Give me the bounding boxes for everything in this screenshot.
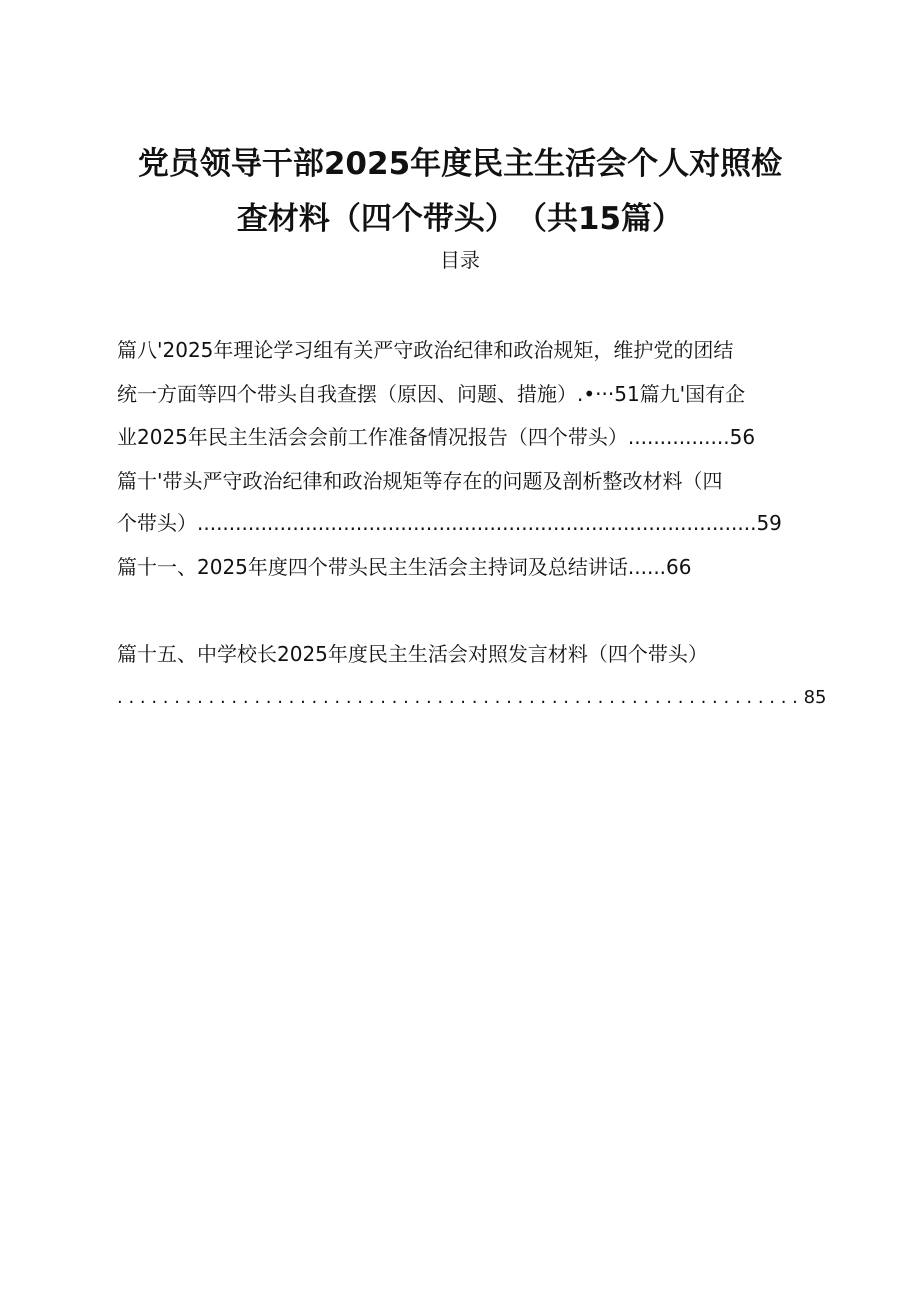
- toc-entry-line: 个带头）........................................................................................59: [117, 511, 782, 535]
- toc-entry-line: 篇十一、2025年度四个带头民主生活会主持词及总结讲话......66: [117, 555, 692, 579]
- toc-entry-line: 业2025年民主生活会会前工作准备情况报告（四个带头）................56: [117, 425, 756, 449]
- toc-entry-line: 篇十五、中学校长2025年度民主生活会对照发言材料（四个带头）: [117, 642, 708, 666]
- toc-entry-line: 统一方面等四个带头自我查摆（原因、问题、措施）.•···51篇九'国有企: [117, 382, 746, 406]
- toc-entry-line: 篇十'带头严守政治纪律和政治规矩等存在的问题及剖析整改材料（四: [117, 469, 723, 493]
- document-title-line-1: 党员领导干部2025年度民主生活会个人对照检: [137, 146, 783, 182]
- document-title-line-2: 查材料（四个带头） （共15篇）: [236, 201, 684, 237]
- toc-entry-line: . . . . . . . . . . . . . . . . . . . . . . . . . . . . . . . . . . . . . . . . . . . . . . . . . . . . . . . . . . . . 85: [117, 687, 827, 708]
- toc-entry-line: 篇八'2025年理论学习组有关严守政治纪律和政治规矩，维护党的团结: [117, 338, 734, 362]
- toc-heading: 目录: [440, 248, 480, 272]
